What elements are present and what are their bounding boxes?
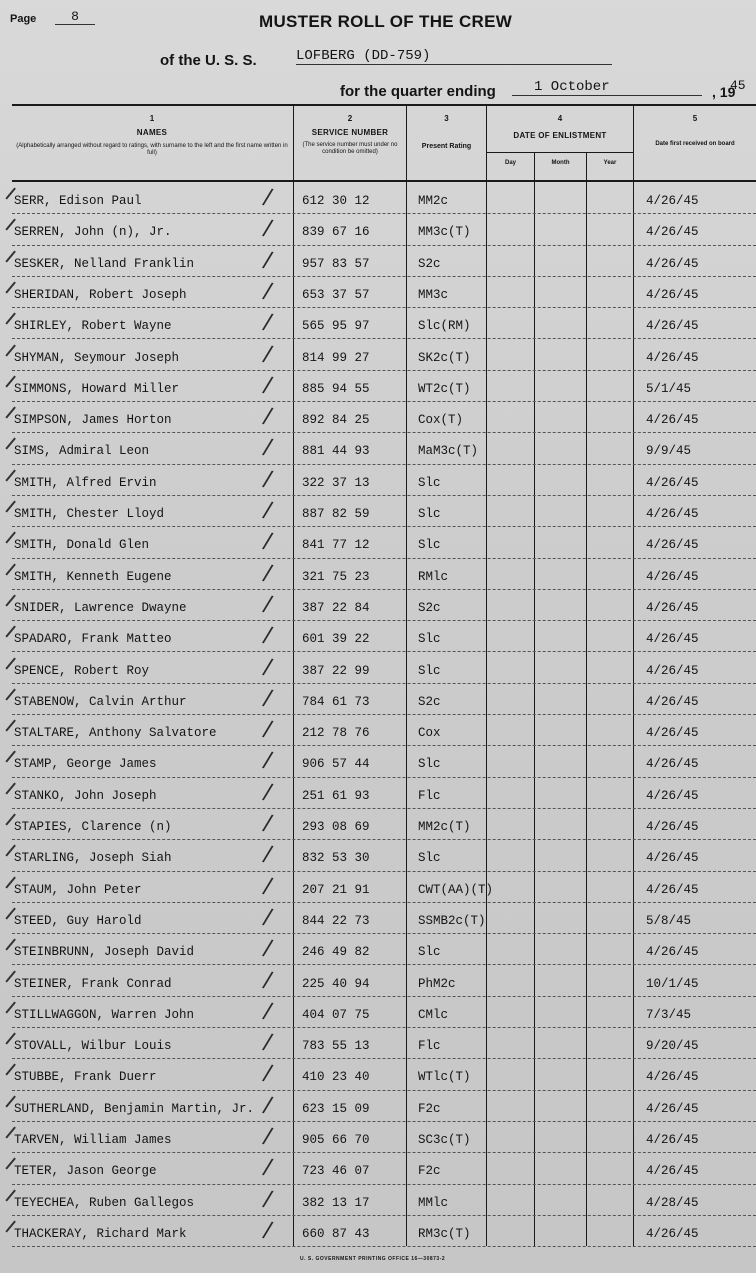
date-received: 9/20/45 — [646, 1039, 699, 1054]
date-received: 4/26/45 — [646, 945, 699, 960]
date-received: 4/26/45 — [646, 256, 699, 271]
check-mark-icon: ∕ — [261, 685, 275, 712]
col-month-header: Month — [551, 160, 570, 166]
crew-row — [0, 214, 756, 245]
date-received: 10/1/45 — [646, 976, 699, 991]
crew-name: SIMS, Admiral Leon — [14, 444, 150, 459]
service-number: 212 78 76 — [302, 726, 370, 741]
year-suffix: 45 — [730, 78, 746, 93]
date-received: 4/26/45 — [646, 757, 699, 772]
ship-prefix: of the U. S. S. — [160, 52, 257, 69]
check-mark-icon: ∕ — [261, 591, 275, 618]
col-rating-header — [407, 114, 486, 150]
crew-name: THACKERAY, Richard Mark — [14, 1226, 187, 1241]
date-received: 4/26/45 — [646, 726, 699, 741]
col-names-subtitle: (Alphabetically arranged without regard to ratings, with surname to the left and the first name written in full) — [16, 143, 288, 156]
crew-row — [0, 778, 756, 809]
check-mark-icon: ∕ — [261, 873, 275, 900]
crew-name: SMITH, Donald Glen — [14, 538, 150, 553]
crew-row — [0, 183, 756, 214]
check-mark-icon: ∕ — [261, 779, 275, 806]
check-mark-icon: ∕ — [261, 215, 275, 242]
date-received: 4/26/45 — [646, 882, 699, 897]
crew-name: STAPIES, Clarence (n) — [14, 820, 172, 834]
present-rating: F2c — [418, 1101, 441, 1116]
col-year-header: Year — [603, 160, 617, 166]
crew-name: TETER, Jason George — [14, 1164, 157, 1179]
crew-name: SUTHERLAND, Benjamin Martin, Jr. — [14, 1101, 255, 1116]
service-number: 565 95 97 — [302, 319, 370, 334]
check-mark-icon: ∕ — [261, 1029, 275, 1056]
service-number: 783 55 13 — [302, 1039, 370, 1054]
service-number: 814 99 27 — [302, 350, 370, 365]
service-number: 653 37 57 — [302, 287, 370, 302]
date-received: 4/26/45 — [646, 287, 699, 302]
check-mark-icon: ∕ — [261, 841, 275, 868]
date-received: 4/26/45 — [646, 194, 699, 208]
col-enlistment-title: DATE OF ENLISTMENT — [513, 131, 607, 140]
service-number: 387 22 84 — [302, 600, 370, 615]
date-received: 4/26/45 — [646, 694, 699, 709]
date-received: 4/26/45 — [646, 1070, 699, 1085]
crew-name: SIMMONS, Howard Miller — [14, 381, 180, 396]
year-prefix: , 19 — [712, 84, 736, 100]
page-number: 8 — [55, 9, 95, 25]
date-received: 5/1/45 — [646, 381, 692, 396]
crew-name: STOVALL, Wilbur Louis — [14, 1039, 172, 1054]
service-number: 885 94 55 — [302, 381, 370, 396]
date-received: 4/26/45 — [646, 538, 699, 553]
present-rating: Slc — [418, 757, 441, 772]
date-received: 7/3/45 — [646, 1007, 692, 1022]
service-number: 601 39 22 — [302, 632, 370, 647]
crew-name: SPENCE, Robert Roy — [14, 663, 150, 678]
service-number: 322 37 13 — [302, 475, 370, 490]
service-number: 660 87 43 — [302, 1226, 370, 1241]
crew-name: STEED, Guy Harold — [14, 913, 142, 928]
check-mark-icon: ∕ — [261, 966, 275, 994]
col-service-header — [294, 114, 406, 156]
crew-row — [0, 1028, 756, 1059]
crew-row — [0, 277, 756, 308]
crew-name: SPADARO, Frank Matteo — [14, 632, 172, 647]
crew-name: STALTARE, Anthony Salvatore — [14, 726, 217, 741]
service-number: 784 61 73 — [302, 694, 370, 709]
date-received: 4/26/45 — [646, 1133, 699, 1147]
crew-name: SERR, Edison Paul — [14, 194, 142, 208]
crew-name: STAMP, George James — [14, 757, 157, 772]
check-mark-icon: ∕ — [261, 309, 275, 336]
date-received: 4/26/45 — [646, 350, 699, 365]
col-names-title: NAMES — [136, 128, 168, 137]
check-mark-icon: ∕ — [261, 434, 275, 461]
col-names-number: 1 — [149, 114, 155, 123]
date-received: 4/26/45 — [646, 1164, 699, 1179]
col-names-header — [12, 114, 292, 157]
quarter-prefix: for the quarter ending — [340, 83, 496, 100]
check-mark-icon: ∕ — [261, 653, 275, 681]
present-rating: Slc — [418, 538, 441, 553]
crew-row — [0, 621, 756, 652]
check-mark-icon: ∕ — [261, 1186, 275, 1213]
service-number: 410 23 40 — [302, 1070, 370, 1085]
crew-row — [0, 903, 756, 934]
present-rating: S2c — [418, 694, 441, 709]
service-number: 382 13 17 — [302, 1195, 370, 1210]
present-rating: Slc — [418, 475, 441, 490]
present-rating: Slc — [418, 507, 441, 521]
present-rating: WTlc(T) — [418, 1070, 471, 1085]
crew-row — [0, 1091, 756, 1122]
col-received-header — [634, 114, 756, 148]
col-received-title: Date first received on board — [655, 141, 735, 147]
check-mark-icon: ∕ — [261, 904, 275, 931]
crew-row — [0, 590, 756, 621]
service-number: 839 67 16 — [302, 225, 370, 240]
service-number: 832 53 30 — [302, 851, 370, 866]
service-number: 887 82 59 — [302, 507, 370, 521]
present-rating: Slc — [418, 632, 441, 647]
service-number: 841 77 12 — [302, 538, 370, 553]
col-enlistment-number: 4 — [557, 114, 563, 123]
present-rating: Flc — [418, 1039, 441, 1054]
col-service-subtitle: (The service number must under no condition be omitted) — [302, 142, 398, 155]
present-rating: MaM3c(T) — [418, 444, 479, 459]
present-rating: Cox — [418, 726, 441, 741]
present-rating: S2c — [418, 600, 441, 615]
quarter-date: 1 October — [512, 79, 702, 96]
crew-row — [0, 872, 756, 903]
crew-row — [0, 559, 756, 590]
date-received: 4/26/45 — [646, 851, 699, 866]
crew-row — [0, 340, 756, 371]
date-received: 4/26/45 — [646, 600, 699, 615]
date-received: 4/28/45 — [646, 1195, 699, 1210]
crew-row — [0, 684, 756, 715]
crew-row — [0, 402, 756, 433]
service-number: 246 49 82 — [302, 945, 370, 960]
check-mark-icon: ∕ — [261, 278, 275, 305]
present-rating: Slc — [418, 851, 441, 866]
crew-name: TARVEN, William James — [14, 1133, 172, 1147]
check-mark-icon: ∕ — [261, 247, 275, 274]
crew-name: SMITH, Kenneth Eugene — [14, 569, 172, 584]
crew-row — [0, 496, 756, 527]
service-number: 892 84 25 — [302, 413, 370, 428]
crew-row — [0, 934, 756, 965]
service-number: 623 15 09 — [302, 1101, 370, 1116]
date-received: 4/26/45 — [646, 319, 699, 334]
date-received: 4/26/45 — [646, 225, 699, 240]
col-enlistment-header — [487, 114, 633, 140]
date-received: 4/26/45 — [646, 663, 699, 678]
crew-name: STEINBRUNN, Joseph David — [14, 945, 195, 960]
crew-row — [0, 465, 756, 496]
service-number: 957 83 57 — [302, 256, 370, 271]
check-mark-icon: ∕ — [261, 528, 275, 555]
crew-row — [0, 715, 756, 746]
col-received-number: 5 — [692, 114, 698, 123]
check-mark-icon: ∕ — [261, 466, 275, 493]
present-rating: Slc — [418, 663, 441, 678]
service-number: 881 44 93 — [302, 444, 370, 459]
service-number: 251 61 93 — [302, 788, 370, 803]
date-received: 4/26/45 — [646, 507, 699, 521]
col-service-title: SERVICE NUMBER — [311, 128, 389, 137]
crew-name: SHYMAN, Seymour Joseph — [14, 350, 180, 365]
check-mark-icon: ∕ — [261, 716, 275, 743]
check-mark-icon: ∕ — [261, 497, 275, 524]
service-number: 844 22 73 — [302, 913, 370, 928]
check-mark-icon: ∕ — [261, 372, 275, 399]
check-mark-icon: ∕ — [261, 1092, 275, 1119]
check-mark-icon: ∕ — [261, 1154, 275, 1181]
crew-row — [0, 997, 756, 1028]
crew-row — [0, 433, 756, 464]
date-received: 4/26/45 — [646, 475, 699, 490]
page-label: Page — [10, 13, 37, 25]
check-mark-icon: ∕ — [261, 560, 275, 587]
check-mark-icon: ∕ — [261, 810, 275, 837]
crew-name: STUBBE, Frank Duerr — [14, 1070, 157, 1085]
service-number: 321 75 23 — [302, 569, 370, 584]
document-title: MUSTER ROLL OF THE CREW — [259, 12, 513, 31]
crew-row — [0, 1185, 756, 1216]
present-rating: MM2c(T) — [418, 820, 471, 834]
present-rating: SSMB2c(T) — [418, 913, 486, 928]
present-rating: SK2c(T) — [418, 350, 471, 365]
present-rating: MM3c(T) — [418, 225, 471, 240]
service-number: 293 08 69 — [302, 820, 370, 834]
crew-row — [0, 371, 756, 402]
present-rating: F2c — [418, 1164, 441, 1179]
crew-name: STILLWAGGON, Warren John — [14, 1007, 195, 1022]
crew-name: STANKO, John Joseph — [14, 788, 157, 803]
date-received: 4/26/45 — [646, 788, 699, 803]
service-number: 404 07 75 — [302, 1007, 370, 1022]
present-rating: MM2c — [418, 194, 449, 208]
present-rating: CWT(AA)(T) — [418, 882, 494, 897]
crew-name: TEYECHEA, Ruben Gallegos — [14, 1195, 195, 1210]
date-received: 4/26/45 — [646, 569, 699, 584]
crew-row — [0, 308, 756, 339]
present-rating: S2c — [418, 256, 441, 271]
crew-row — [0, 809, 756, 840]
check-mark-icon: ∕ — [261, 622, 275, 649]
col-service-number: 2 — [347, 114, 353, 123]
date-received: 4/26/45 — [646, 820, 699, 834]
check-mark-icon: ∕ — [261, 184, 275, 211]
enlistment-sub-rule — [487, 152, 633, 153]
header-bottom-rule — [12, 180, 756, 182]
present-rating: Cox(T) — [418, 413, 464, 428]
crew-name: SERREN, John (n), Jr. — [14, 225, 172, 240]
date-received: 5/8/45 — [646, 913, 692, 928]
service-number: 207 21 91 — [302, 882, 370, 897]
col-rating-title: Present Rating — [421, 143, 472, 150]
printing-office-footer: U. S. GOVERNMENT PRINTING OFFICE 16—30873-2 — [300, 1256, 446, 1262]
service-number: 612 30 12 — [302, 194, 370, 208]
present-rating: RMlc — [418, 569, 449, 584]
present-rating: Slc — [418, 945, 441, 960]
crew-name: STAUM, John Peter — [14, 882, 142, 897]
crew-row — [0, 1153, 756, 1184]
crew-row — [0, 653, 756, 684]
col-rating-number: 3 — [444, 114, 449, 123]
crew-row — [0, 746, 756, 777]
check-mark-icon: ∕ — [261, 403, 275, 430]
crew-name: SMITH, Chester Lloyd — [14, 507, 165, 521]
crew-row — [0, 966, 756, 997]
check-mark-icon: ∕ — [261, 340, 275, 368]
check-mark-icon: ∕ — [261, 747, 275, 774]
table-top-rule — [12, 104, 756, 106]
check-mark-icon: ∕ — [261, 1060, 275, 1087]
check-mark-icon: ∕ — [261, 998, 275, 1025]
crew-name: SESKER, Nelland Franklin — [14, 256, 195, 271]
crew-name: STARLING, Joseph Siah — [14, 851, 172, 866]
crew-row — [0, 246, 756, 277]
present-rating: RM3c(T) — [418, 1226, 471, 1241]
crew-name: SNIDER, Lawrence Dwayne — [14, 600, 187, 615]
crew-row — [0, 1059, 756, 1090]
check-mark-icon: ∕ — [261, 1123, 275, 1150]
crew-name: STEINER, Frank Conrad — [14, 976, 172, 991]
present-rating: MMlc — [418, 1195, 449, 1210]
crew-name: STABENOW, Calvin Arthur — [14, 694, 187, 709]
date-received: 4/26/45 — [646, 1101, 699, 1116]
date-received: 4/26/45 — [646, 413, 699, 428]
service-number: 905 66 70 — [302, 1133, 370, 1147]
crew-row — [0, 1216, 756, 1247]
present-rating: Slc(RM) — [418, 319, 471, 334]
crew-name: SHERIDAN, Robert Joseph — [14, 287, 187, 302]
crew-row — [0, 1122, 756, 1153]
service-number: 723 46 07 — [302, 1164, 370, 1179]
present-rating: Flc — [418, 788, 441, 803]
crew-name: SHIRLEY, Robert Wayne — [14, 319, 172, 334]
ship-name: LOFBERG (DD-759) — [296, 48, 612, 65]
crew-name: SMITH, Alfred Ervin — [14, 475, 157, 490]
present-rating: MM3c — [418, 287, 449, 302]
present-rating: WT2c(T) — [418, 381, 471, 396]
col-day-header: Day — [504, 160, 516, 166]
date-received: 9/9/45 — [646, 444, 692, 459]
date-received: 4/26/45 — [646, 1226, 699, 1241]
crew-name: SIMPSON, James Horton — [14, 413, 172, 428]
service-number: 906 57 44 — [302, 757, 370, 772]
crew-row — [0, 527, 756, 558]
check-mark-icon: ∕ — [261, 935, 275, 962]
crew-row — [0, 840, 756, 871]
present-rating: CMlc — [418, 1007, 449, 1022]
service-number: 387 22 99 — [302, 663, 370, 678]
service-number: 225 40 94 — [302, 976, 370, 991]
check-mark-icon: ∕ — [261, 1217, 275, 1244]
present-rating: SC3c(T) — [418, 1133, 471, 1147]
present-rating: PhM2c — [418, 976, 456, 991]
date-received: 4/26/45 — [646, 632, 699, 647]
